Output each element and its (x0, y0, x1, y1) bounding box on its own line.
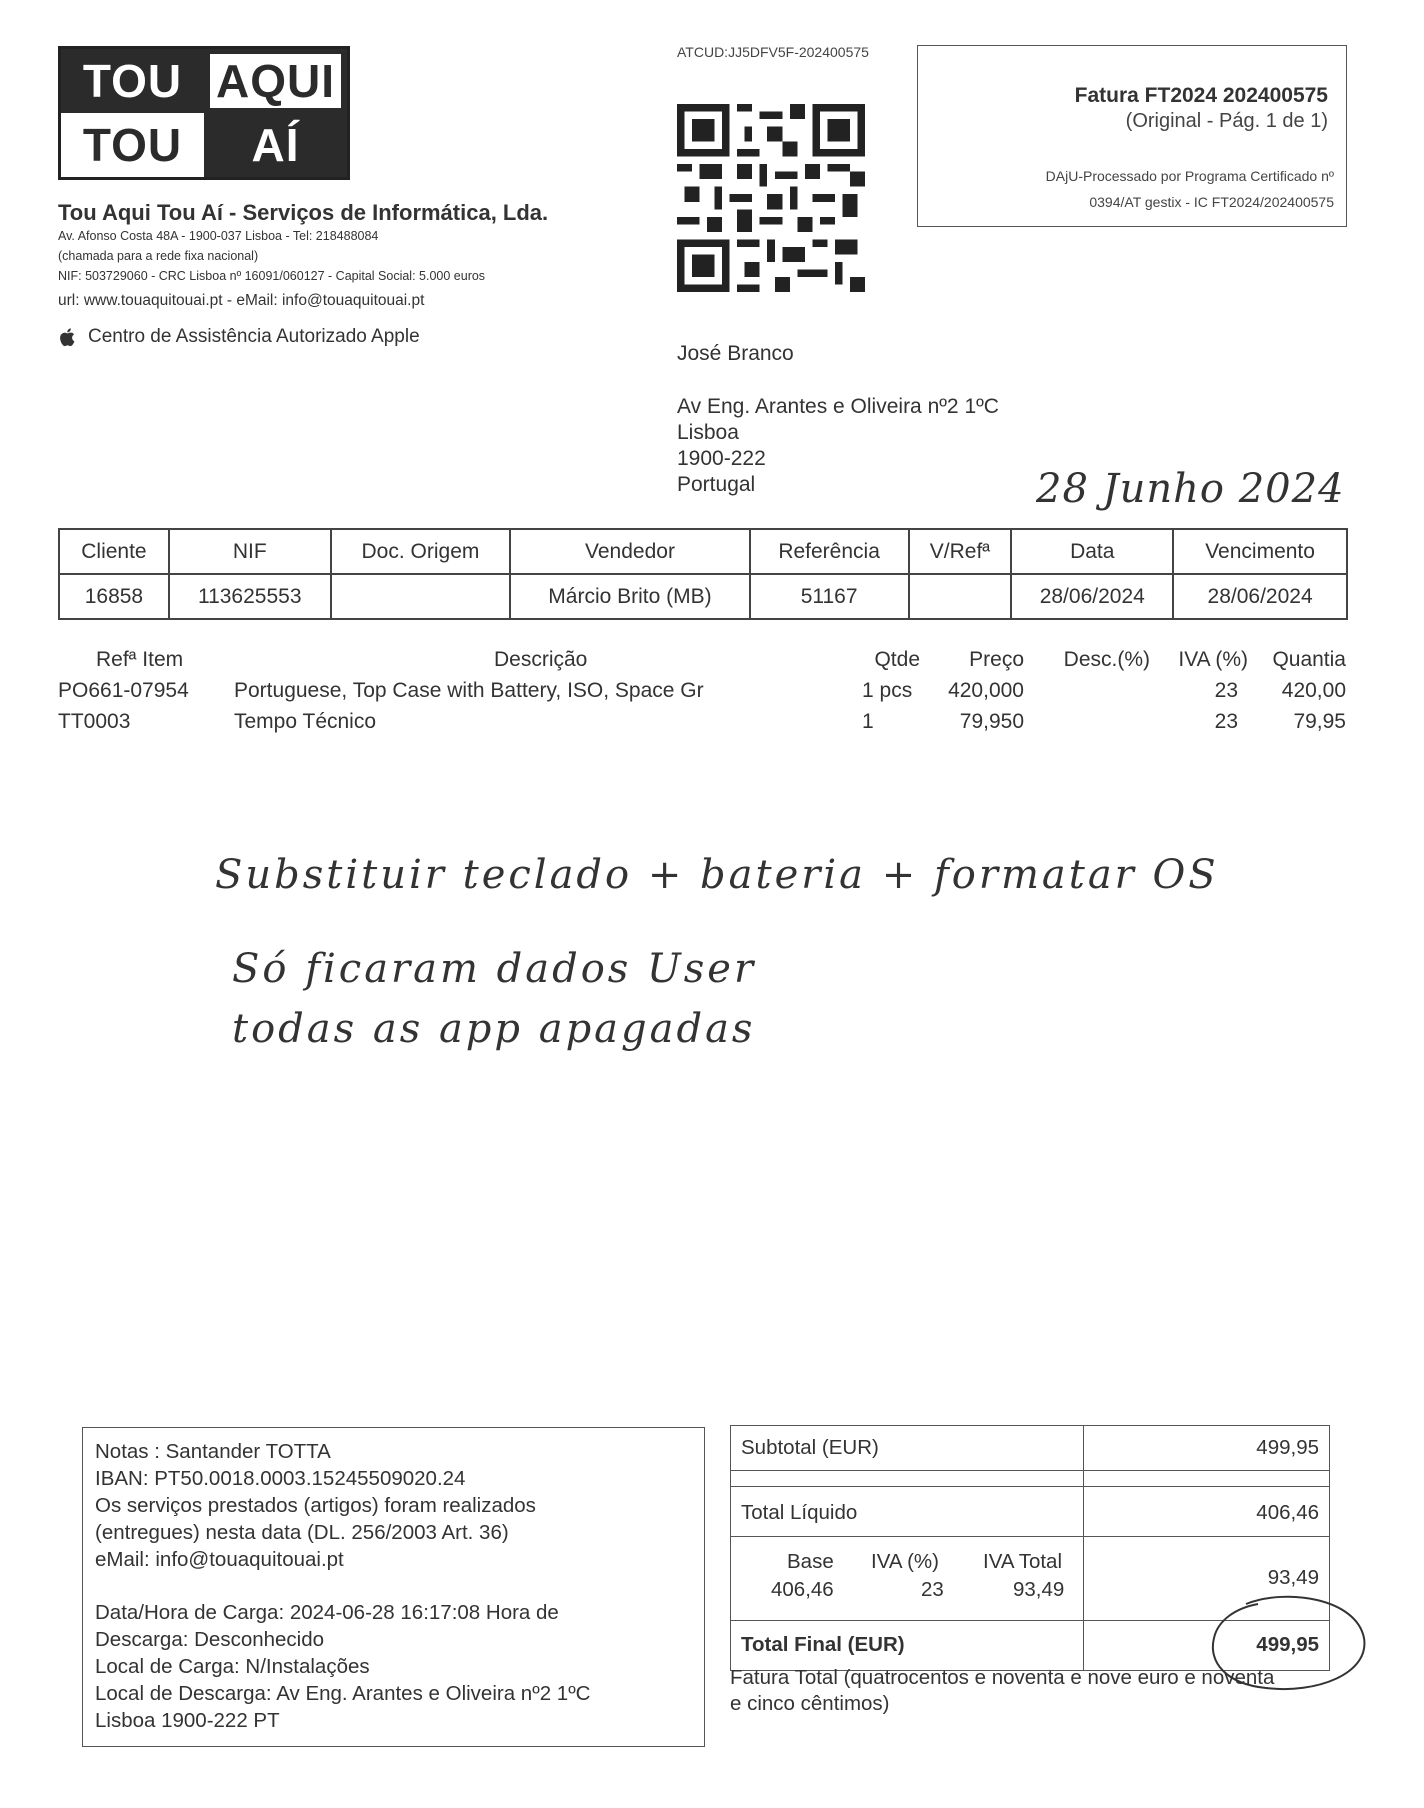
customer-street: Av Eng. Arantes e Oliveira nº2 1ºC (677, 395, 999, 418)
item-ref: TT0003 (58, 710, 131, 733)
item-price: 79,950 (959, 710, 1024, 733)
item-amount: 79,95 (1293, 710, 1346, 733)
logo-text: TOU (61, 113, 204, 177)
header-cell: NIF (169, 529, 331, 574)
item-desc: Portuguese, Top Case with Battery, ISO, Space Gr (234, 679, 704, 702)
customer-city: Lisboa (677, 421, 739, 444)
header-cell: Data (1011, 529, 1173, 574)
col-vat-header: IVA (%) (1178, 648, 1248, 671)
item-qty: 1 pcs (862, 679, 913, 702)
base-value: 406,46 (771, 1578, 834, 1601)
item-vat: 23 (1214, 679, 1238, 702)
item-ref: PO661-07954 (58, 679, 189, 702)
table-row (59, 574, 1347, 619)
line-items (58, 648, 1348, 741)
net-total-value: 406,46 (1256, 1501, 1319, 1524)
value-cell (331, 574, 511, 619)
notes-line: Data/Hora de Carga: 2024-06-28 16:17:08 Hora de (95, 1601, 559, 1624)
logo-text: TOU (61, 49, 204, 113)
col-ref-header: Refª Item (96, 648, 184, 671)
value-cell: 16858 (59, 574, 169, 619)
items-header-row (58, 648, 1348, 679)
header-cell: V/Refª (909, 529, 1012, 574)
item-amount: 420,00 (1281, 679, 1346, 702)
col-desc-header: Descrição (494, 648, 588, 671)
item-vat: 23 (1214, 710, 1238, 733)
value-cell: 51167 (750, 574, 909, 619)
apple-service-center (58, 326, 420, 348)
customer-country: Portugal (677, 473, 756, 496)
notes-line: Notas : Santander TOTTA (95, 1440, 331, 1463)
total-in-words: Fatura Total (quatrocentos e noventa e nove euro e noventa e cinco cêntimos) (730, 1666, 1275, 1715)
certification-line: 0394/AT gestix - IC FT2024/202400575 (1089, 194, 1334, 210)
vat-pct-label: IVA (%) (871, 1550, 939, 1573)
divider (731, 1536, 1329, 1537)
divider (731, 1470, 1329, 1471)
company-name: Tou Aqui Tou Aí - Serviços de Informática, Lda. (58, 200, 549, 225)
subtotal-value: 499,95 (1256, 1436, 1319, 1459)
company-address: Av. Afonso Costa 48A - 1900-037 Lisboa - Tel: 218488084 (58, 229, 379, 243)
col-amount-header: Quantia (1272, 648, 1346, 671)
apple-icon (58, 326, 78, 348)
certification-line: DAjU-Processado por Programa Certificado nº (1045, 168, 1334, 184)
qr-code-icon (677, 104, 865, 292)
notes-line: Lisboa 1900-222 PT (95, 1709, 280, 1732)
notes-box (82, 1427, 705, 1747)
invoice-title: Fatura FT2024 202400575 (1074, 84, 1328, 107)
header-cell: Cliente (59, 529, 169, 574)
apple-center-label: Centro de Assistência Autorizado Apple (88, 326, 420, 347)
invoice-subtitle: (Original - Pág. 1 de 1) (1125, 110, 1328, 132)
item-qty: 1 (862, 710, 874, 733)
notes-line: Descarga: Desconhecido (95, 1628, 325, 1651)
vat-sum-value: 93,49 (1267, 1566, 1319, 1589)
value-cell: 28/06/2024 (1011, 574, 1173, 619)
company-call-note: (chamada para a rede fixa nacional) (58, 249, 259, 263)
value-cell (909, 574, 1012, 619)
header-cell: Vendedor (510, 529, 749, 574)
col-price-header: Preço (969, 648, 1024, 671)
vat-total-value: 93,49 (1013, 1578, 1065, 1601)
document-header-table (58, 528, 1348, 620)
company-web: url: www.touaquitouai.pt - eMail: info@touaquitouai.pt (58, 292, 425, 309)
value-cell: 113625553 (169, 574, 331, 619)
customer-postal: 1900-222 (677, 447, 766, 470)
vat-pct-value: 23 (921, 1578, 944, 1601)
vat-total-label: IVA Total (983, 1550, 1063, 1573)
item-price: 420,000 (948, 679, 1024, 702)
customer-name: José Branco (677, 342, 794, 365)
col-qty-header: Qtde (874, 648, 920, 671)
notes-line: eMail: info@touaquitouai.pt (95, 1548, 344, 1571)
net-total-label: Total Líquido (741, 1501, 858, 1524)
handwritten-date: 28 Junho 2024 (1036, 466, 1345, 512)
atcud-code: ATCUD:JJ5DFV5F-202400575 (677, 44, 869, 60)
logo-text: AQUI (210, 54, 341, 108)
notes-line: (entregues) nesta data (DL. 256/2003 Art. 36) (95, 1521, 509, 1544)
value-cell: Márcio Brito (MB) (510, 574, 749, 619)
notes-line: Os serviços prestados (artigos) foram realizados (95, 1494, 536, 1517)
value-cell: 28/06/2024 (1173, 574, 1347, 619)
header-cell: Vencimento (1173, 529, 1347, 574)
col-disc-header: Desc.(%) (1063, 648, 1150, 671)
handwritten-note: Só ficaram dados User (232, 946, 757, 992)
company-registry: NIF: 503729060 - CRC Lisboa nº 16091/060127 - Capital Social: 5.000 euros (58, 269, 486, 283)
logo-text (204, 49, 347, 113)
handwritten-note: todas as app apagadas (232, 1006, 756, 1052)
subtotal-label: Subtotal (EUR) (741, 1436, 879, 1459)
notes-line: Local de Carga: N/Instalações (95, 1655, 370, 1678)
header-cell: Referência (750, 529, 909, 574)
company-logo (58, 46, 350, 180)
item-desc: Tempo Técnico (234, 710, 377, 733)
notes-line: IBAN: PT50.0018.0003.15245509020.24 (95, 1467, 466, 1490)
handwritten-note: Substituir teclado + bateria + formatar OS (215, 852, 1219, 898)
table-header-row (59, 529, 1347, 574)
base-label: Base (787, 1550, 834, 1573)
table-row (58, 679, 1348, 710)
header-cell: Doc. Origem (331, 529, 511, 574)
notes-line: Local de Descarga: Av Eng. Arantes e Oliveira nº2 1ºC (95, 1682, 591, 1705)
final-total-value: 499,95 (1256, 1633, 1319, 1656)
final-total-label: Total Final (EUR) (741, 1633, 905, 1656)
divider (1083, 1426, 1084, 1670)
invoice-info-box (917, 45, 1347, 227)
table-row (58, 710, 1348, 741)
divider (731, 1486, 1329, 1487)
logo-text: AÍ (204, 113, 347, 177)
